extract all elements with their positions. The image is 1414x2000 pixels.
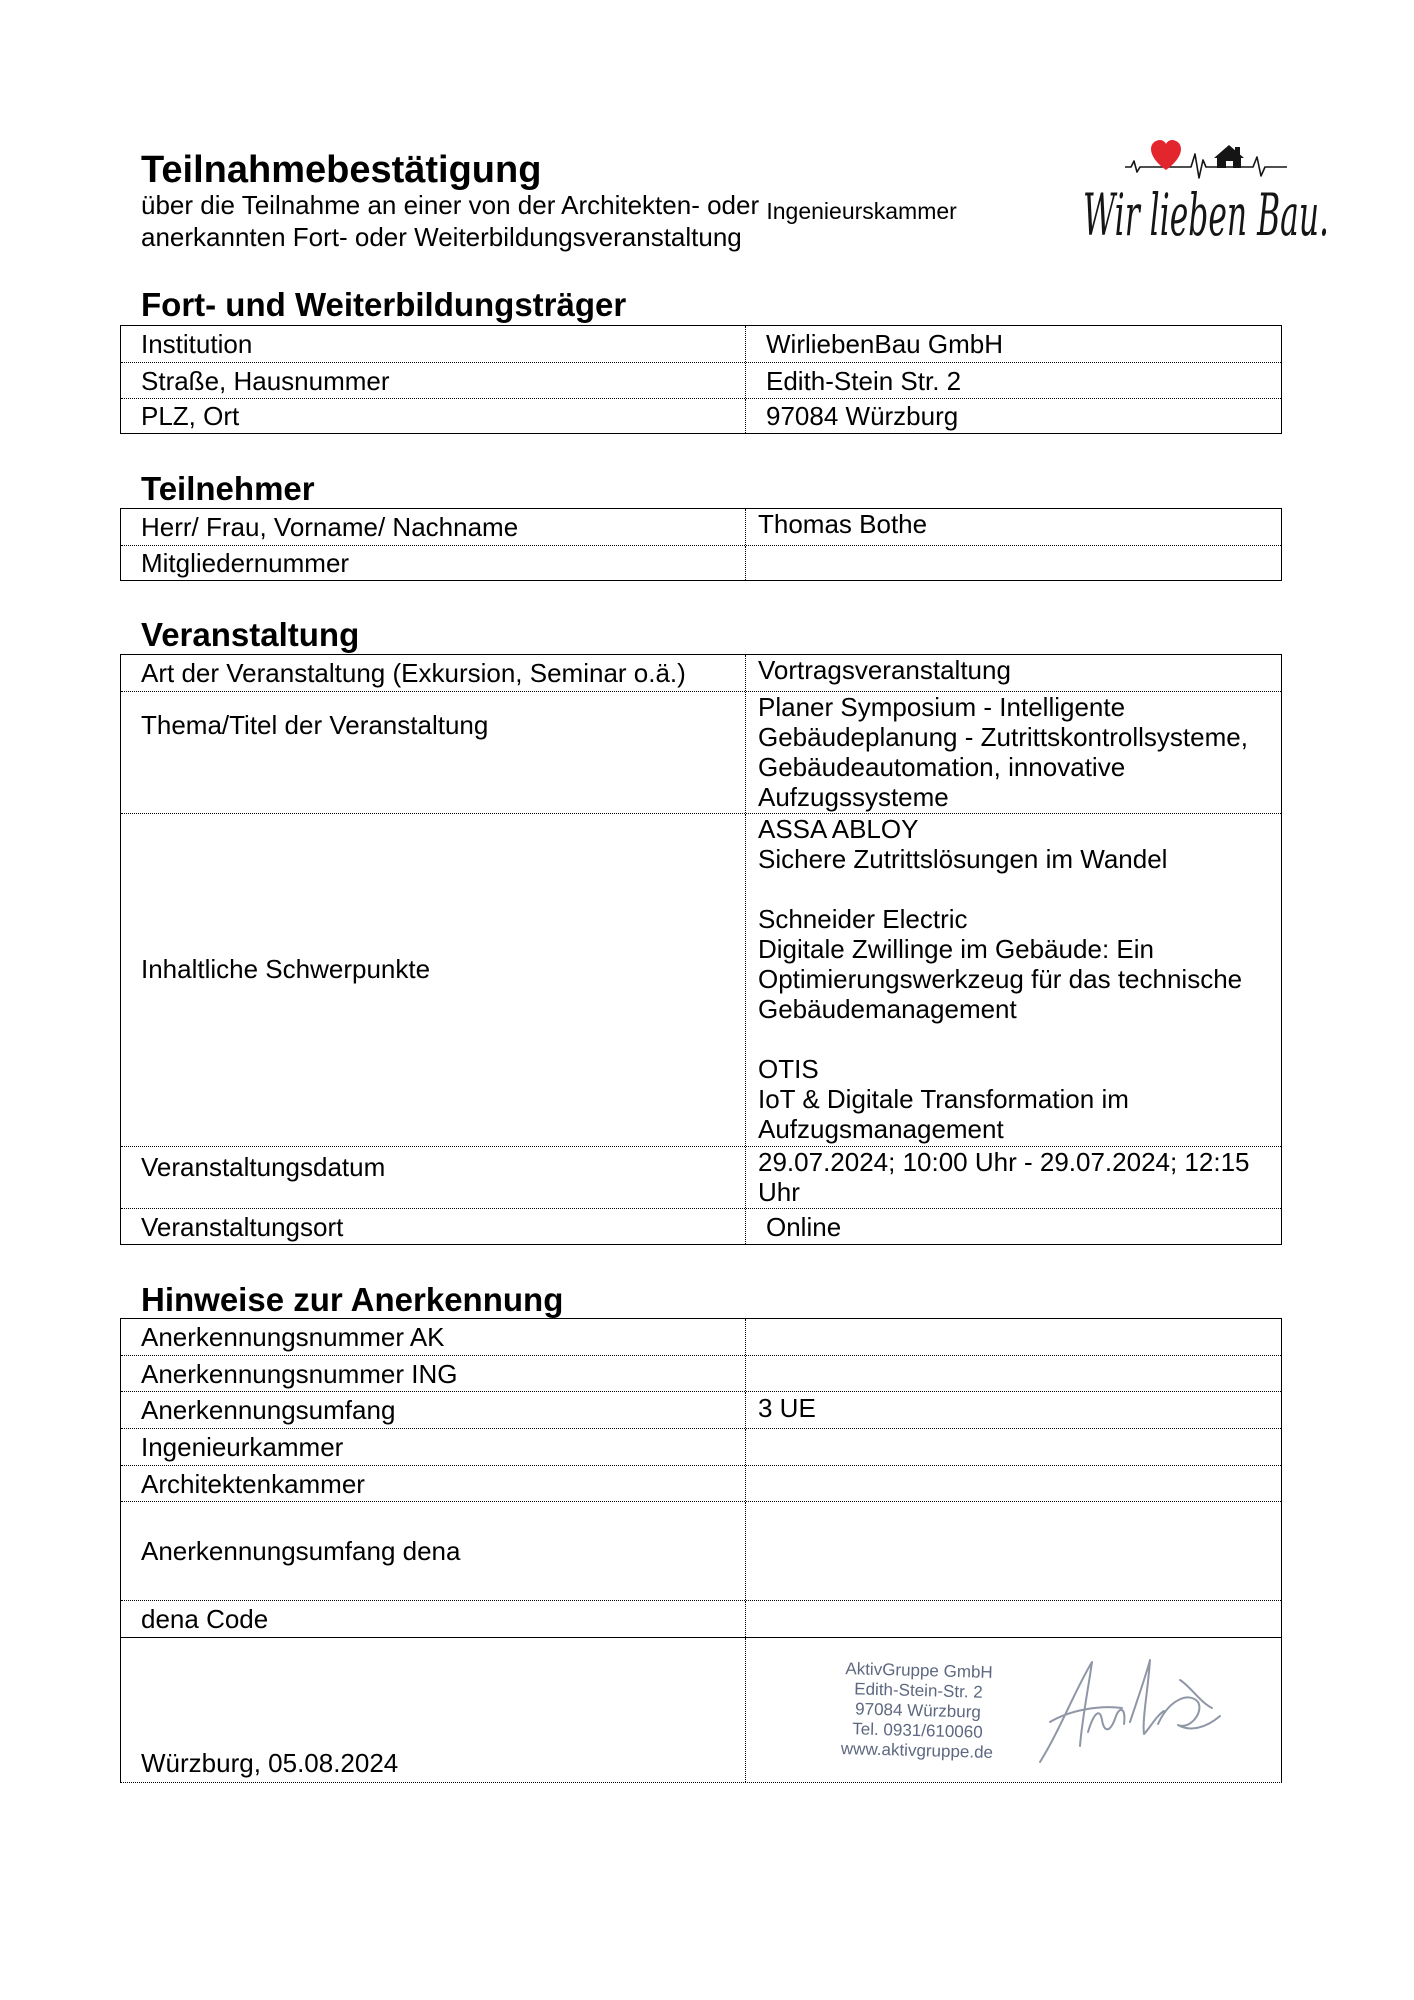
row-value: Thomas Bothe — [745, 509, 1281, 545]
section-heading-anerkennung: Hinweise zur Anerkennung — [141, 1281, 564, 1318]
row-label: Veranstaltungsdatum — [141, 1152, 386, 1182]
subtitle-line-1-suffix: Ingenieurskammer — [766, 198, 957, 224]
row-label: Thema/Titel der Veranstaltung — [141, 710, 489, 740]
talk-topic: Sichere Zutrittslösungen im Wandel — [758, 844, 1168, 874]
heartbeat-line-icon — [1125, 154, 1287, 178]
document-title: Teilnahmebestätigung — [141, 149, 542, 191]
list-item — [758, 1054, 1273, 1144]
table-row — [121, 655, 1281, 691]
row-label: Mitgliedernummer — [141, 548, 350, 578]
row-value-list — [745, 814, 1281, 1146]
row-value: 3 UE — [745, 1392, 1281, 1428]
row-value — [745, 1356, 1281, 1391]
row-label: Inhaltliche Schwerpunkte — [141, 954, 431, 984]
table-row — [121, 1319, 1281, 1355]
logo-wordmark: Wir lieben Bau. — [1083, 181, 1329, 245]
row-value — [745, 1429, 1281, 1465]
row-label: Straße, Hausnummer — [141, 365, 390, 396]
traeger-table — [120, 325, 1282, 434]
table-row — [121, 691, 1281, 813]
table-row — [121, 1208, 1281, 1244]
row-value: Online — [745, 1209, 1281, 1244]
row-label: Art der Veranstaltung (Exkursion, Seminar o.ä.) — [141, 658, 686, 688]
subtitle-line-2: anerkannten Fort- oder Weiterbildungsveranstaltung — [141, 222, 742, 252]
row-label: Architektenkammer — [141, 1468, 365, 1499]
company-name: ASSA ABLOY — [758, 814, 919, 844]
table-row — [121, 545, 1281, 580]
company-name: OTIS — [758, 1054, 819, 1084]
section-heading-veranstaltung: Veranstaltung — [141, 616, 360, 653]
section-heading-traeger: Fort- und Weiterbildungsträger — [141, 286, 627, 323]
row-value — [745, 1319, 1281, 1355]
table-row — [121, 1465, 1281, 1501]
row-value: Planer Symposium - Intelligente Gebäudeplanung - Zutrittskontrollsysteme, Gebäudeautomation, innovative Aufzugssysteme — [745, 692, 1281, 813]
row-label: Anerkennungsumfang — [141, 1395, 396, 1425]
subtitle-line-1-text: über die Teilnahme an einer von der Architekten- oder — [141, 190, 760, 220]
talk-topic: IoT & Digitale Transformation im Aufzugsmanagement — [758, 1084, 1129, 1144]
subtitle-line-1 — [141, 190, 957, 222]
row-value — [745, 546, 1281, 580]
talk-topic: Digitale Zwillinge im Gebäude: Ein Optimierungswerkzeug für das technische Gebäudemanagement — [758, 934, 1243, 1024]
stamp-line: Edith-Stein-Str. 2 — [854, 1679, 984, 1702]
list-item — [758, 814, 1273, 874]
table-row — [121, 1428, 1281, 1465]
row-value: 97084 Würzburg — [745, 399, 1281, 433]
table-row — [121, 1600, 1281, 1637]
table-row — [121, 362, 1281, 398]
row-label: Institution — [141, 329, 253, 359]
table-row — [121, 813, 1281, 1146]
document-subtitle — [141, 190, 957, 253]
heart-icon — [1151, 140, 1181, 170]
handwritten-signature — [1030, 1650, 1230, 1770]
house-icon — [1214, 145, 1244, 168]
row-label: Veranstaltungsort — [141, 1211, 344, 1242]
row-label: dena Code — [141, 1604, 269, 1634]
row-value: 29.07.2024; 10:00 Uhr - 29.07.2024; 12:15 Uhr — [745, 1147, 1281, 1208]
table-row — [121, 1391, 1281, 1428]
table-row — [121, 1355, 1281, 1391]
row-value — [745, 1466, 1281, 1501]
table-row — [121, 509, 1281, 545]
row-value: WirliebenBau GmbH — [745, 326, 1281, 362]
section-heading-teilnehmer: Teilnehmer — [141, 470, 315, 507]
wir-lieben-bau-logo — [1075, 135, 1340, 245]
row-value: Edith-Stein Str. 2 — [745, 363, 1281, 398]
stamp-line: AktivGruppe GmbH — [845, 1659, 993, 1682]
table-row — [121, 1146, 1281, 1208]
table-row — [121, 398, 1281, 433]
table-row — [121, 1501, 1281, 1600]
table-row — [121, 326, 1281, 362]
row-label: Anerkennungsumfang dena — [141, 1536, 461, 1566]
stamp-line: www.aktivgruppe.de — [840, 1738, 994, 1762]
company-name: Schneider Electric — [758, 904, 968, 934]
row-value: Vortragsveranstaltung — [745, 655, 1281, 691]
row-label: Anerkennungsnummer ING — [141, 1358, 458, 1389]
row-label: Herr/ Frau, Vorname/ Nachname — [141, 512, 519, 542]
teilnehmer-table — [120, 508, 1282, 581]
row-label: Ingenieurkammer — [141, 1432, 344, 1462]
veranstaltung-table — [120, 654, 1282, 1245]
stamp-line: Tel. 0931/610060 — [852, 1719, 983, 1742]
place-and-date: Würzburg, 05.08.2024 — [141, 1748, 399, 1778]
stamp-line: 97084 Würzburg — [854, 1699, 982, 1722]
row-label: Anerkennungsnummer AK — [141, 1322, 445, 1352]
row-value — [745, 1502, 1281, 1600]
list-item — [758, 904, 1273, 1024]
row-label: PLZ, Ort — [141, 401, 240, 431]
company-stamp — [832, 1659, 1005, 1763]
row-value — [745, 1601, 1281, 1637]
